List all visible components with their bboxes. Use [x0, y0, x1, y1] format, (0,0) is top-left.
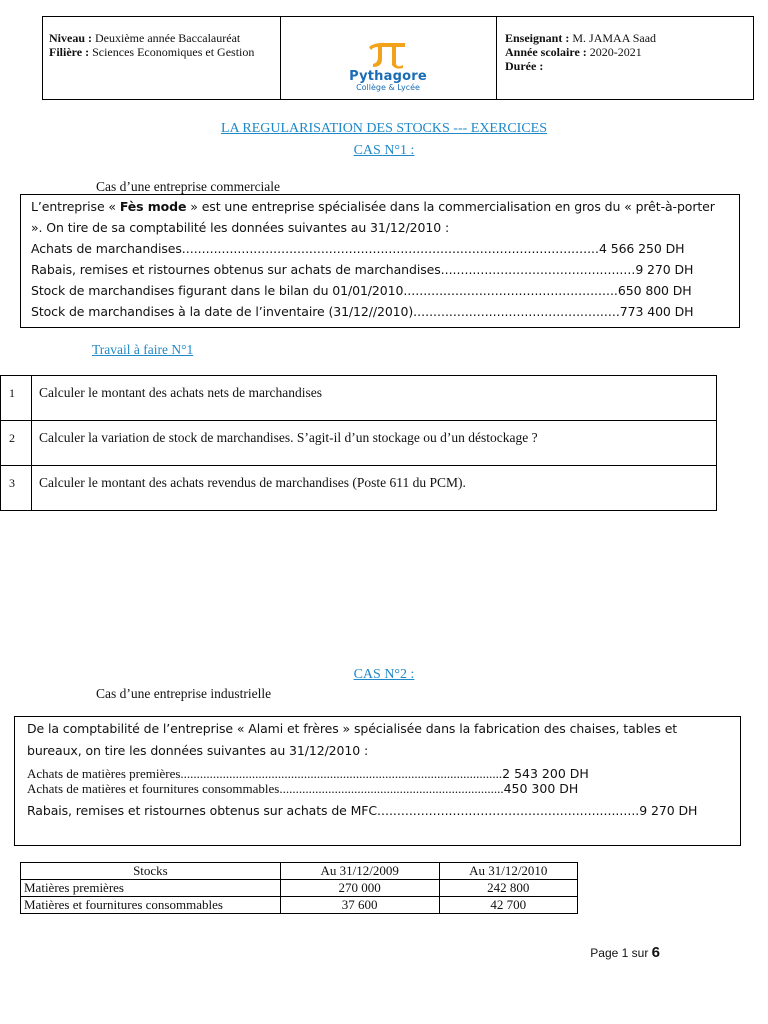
pi-symbol-icon	[365, 41, 409, 69]
cas2-item: Rabais, remises et ristournes obtenus sur achats de MFC..................................................................9 270 DH	[27, 803, 698, 818]
cas2-item: Achats de matières et fournitures consommables.....................................................................450 300 DH	[27, 781, 579, 796]
table-cell: 242 800	[439, 880, 578, 897]
cas2-data-box	[14, 716, 741, 846]
task-row	[0, 420, 717, 466]
table-cell: 270 000	[280, 880, 439, 897]
table-cell: Matières et fournitures consommables	[21, 897, 281, 914]
pythagore-logo	[333, 37, 443, 93]
work-title: Travail à faire N°1	[92, 342, 194, 357]
duree-line: Durée :	[505, 59, 544, 73]
task-row	[0, 465, 717, 511]
cas1-item: Rabais, remises et ristournes obtenus sur achats de marchandises.................................................9 270 DH	[31, 262, 694, 277]
task-number: 1	[1, 376, 32, 420]
table-header-cell: Au 31/12/2010	[439, 863, 578, 880]
header-logo-cell	[281, 17, 497, 99]
table-cell: 37 600	[280, 897, 439, 914]
page-title: LA REGULARISATION DES STOCKS --- EXERCICES	[220, 121, 548, 136]
enseignant-line: Enseignant : M. JAMAA Saad	[505, 31, 657, 45]
task-text: Calculer le montant des achats nets de marchandises	[39, 385, 323, 400]
task-text: Calculer le montant des achats revendus de marchandises (Poste 611 du PCM).	[39, 475, 466, 490]
table-cell: 42 700	[439, 897, 578, 914]
cas1-data-box	[20, 194, 740, 328]
page-number: Page 1 sur 6	[590, 944, 660, 961]
cas2-intro-line2: bureaux, on tire les données suivantes au 31/12/2010 :	[27, 743, 369, 758]
task-number: 3	[1, 466, 32, 510]
cas1-heading: CAS N°1 :	[353, 143, 415, 158]
filiere-line: Filière : Sciences Economiques et Gestion	[49, 45, 255, 59]
cas1-intro-line2: ». On tire de sa comptabilité les données suivantes au 31/12/2010 :	[31, 220, 450, 235]
cas1-item: Stock de marchandises figurant dans le bilan du 01/01/2010......................................................650 800 DH	[31, 283, 692, 298]
cas2-subtitle: Cas d’une entreprise industrielle	[96, 686, 272, 701]
cas2-heading: CAS N°2 :	[353, 667, 415, 682]
cas1-item: Achats de marchandises.........................................................................................................4 566 250 DH	[31, 241, 685, 256]
cas2-item: Achats de matières premières...................................................................................................2 543 200 DH	[27, 766, 589, 781]
annee-line: Année scolaire : 2020-2021	[505, 45, 642, 59]
cas1-item: Stock de marchandises à la date de l’inventaire (31/12//2010)....................................................773 400 DH	[31, 304, 694, 319]
table-row	[21, 897, 578, 914]
cas1-intro-line1: L’entreprise « Fès mode » est une entreprise spécialisée dans la commercialisation en gros du « prêt-à-porter	[31, 199, 715, 214]
header-level-cell	[43, 17, 281, 99]
cas1-subtitle: Cas d’une entreprise commerciale	[96, 179, 281, 194]
cas2-intro-line1: De la comptabilité de l’entreprise « Alami et frères » spécialisée dans la fabrication des chaises, tables et	[27, 721, 678, 736]
document-header	[42, 16, 754, 100]
task-row	[0, 375, 717, 421]
stocks-table	[20, 862, 578, 914]
table-cell: Matières premières	[21, 880, 281, 897]
tasks-table	[0, 375, 717, 511]
task-text: Calculer la variation de stock de marchandises. S’agit-il d’un stockage ou d’un déstockage ?	[39, 430, 538, 445]
niveau-line: Niveau : Deuxième année Baccalauréat	[49, 31, 241, 45]
table-header-row	[21, 863, 578, 880]
table-row	[21, 880, 578, 897]
header-teacher-cell	[497, 17, 753, 99]
task-number: 2	[1, 421, 32, 465]
table-header-cell: Au 31/12/2009	[280, 863, 439, 880]
logo-name: Pythagore	[349, 69, 427, 84]
logo-subtitle: Collège & Lycée	[356, 83, 420, 92]
table-header-cell: Stocks	[21, 863, 281, 880]
